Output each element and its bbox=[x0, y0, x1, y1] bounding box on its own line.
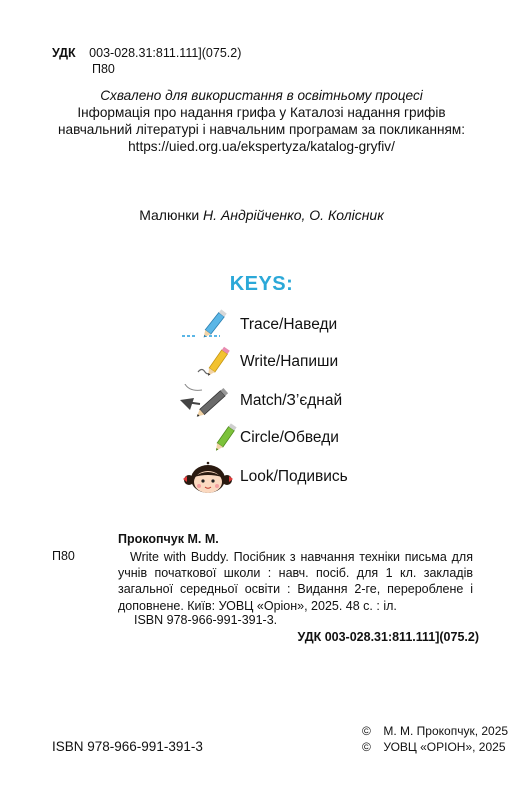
illustrators-credit bbox=[0, 207, 523, 223]
key-write bbox=[0, 345, 338, 379]
copyright-publisher bbox=[362, 740, 506, 754]
copyright-symbol: © bbox=[362, 724, 371, 738]
key-look-label: Look/Подивись bbox=[240, 468, 348, 485]
circle-pencil-icon bbox=[178, 421, 238, 455]
catalog-index-top: П80 bbox=[92, 62, 115, 76]
keys-title: KEYS: bbox=[229, 273, 294, 295]
key-trace bbox=[0, 308, 337, 342]
catalog-author: Прокопчук М. М. bbox=[118, 532, 219, 546]
catalog-isbn: ISBN 978-966-991-391-3. bbox=[134, 613, 278, 627]
key-match bbox=[0, 384, 342, 418]
catalog-udk: УДК 003-028.31:811.111](075.2) bbox=[297, 630, 479, 644]
approval-notice bbox=[0, 87, 523, 155]
approval-line-3: навчальний літературі і навчальним програмам за покликанням: bbox=[58, 122, 465, 137]
approval-link: https://uied.org.ua/ekspertyza/katalog-gryfiv/ bbox=[128, 139, 395, 154]
udk-top bbox=[52, 46, 241, 60]
catalog-description: Write with Buddy. Посібник з навчання техніки письма для учнів початкової школи : навч. посіб. для 1 кл. закладів загальної середньої освіти : Видання 2-ге, перероблене і доповнене. Київ: УОВЦ «Оріон», 2025. 48 с. : іл. bbox=[118, 550, 473, 613]
illustrators-names: Н. Андрійченко, О. Колісник bbox=[203, 207, 384, 223]
key-look bbox=[0, 460, 348, 494]
key-match-label: Match/З’єднай bbox=[240, 392, 343, 409]
key-write-label: Write/Напиши bbox=[240, 353, 339, 370]
approval-line-2: Інформація про надання грифа у Каталозі надання грифів bbox=[77, 105, 446, 120]
udk-code: 003-028.31:811.111](075.2) bbox=[89, 46, 242, 60]
key-circle-label: Circle/Обведи bbox=[240, 429, 339, 446]
udk-label: УДК bbox=[52, 46, 76, 60]
write-pencil-icon bbox=[178, 345, 238, 379]
copyright-author-text: М. М. Прокопчук, 2025 bbox=[383, 724, 509, 738]
footer-isbn: ISBN 978-966-991-391-3 bbox=[52, 739, 203, 754]
copyright-publisher-text: УОВЦ «ОРІОН», 2025 bbox=[383, 740, 506, 754]
girl-face-icon bbox=[178, 460, 238, 494]
copyright-author bbox=[362, 724, 508, 738]
trace-pencil-icon bbox=[178, 308, 238, 342]
key-circle bbox=[0, 421, 339, 455]
illustrators-label: Малюнки bbox=[139, 207, 200, 223]
approval-line-1: Схвалено для використання в освітньому процесі bbox=[100, 88, 423, 103]
key-trace-label: Trace/Наведи bbox=[240, 316, 338, 333]
match-pencil-icon bbox=[178, 384, 238, 418]
catalog-index: П80 bbox=[52, 549, 75, 563]
copyright-symbol: © bbox=[362, 740, 371, 754]
